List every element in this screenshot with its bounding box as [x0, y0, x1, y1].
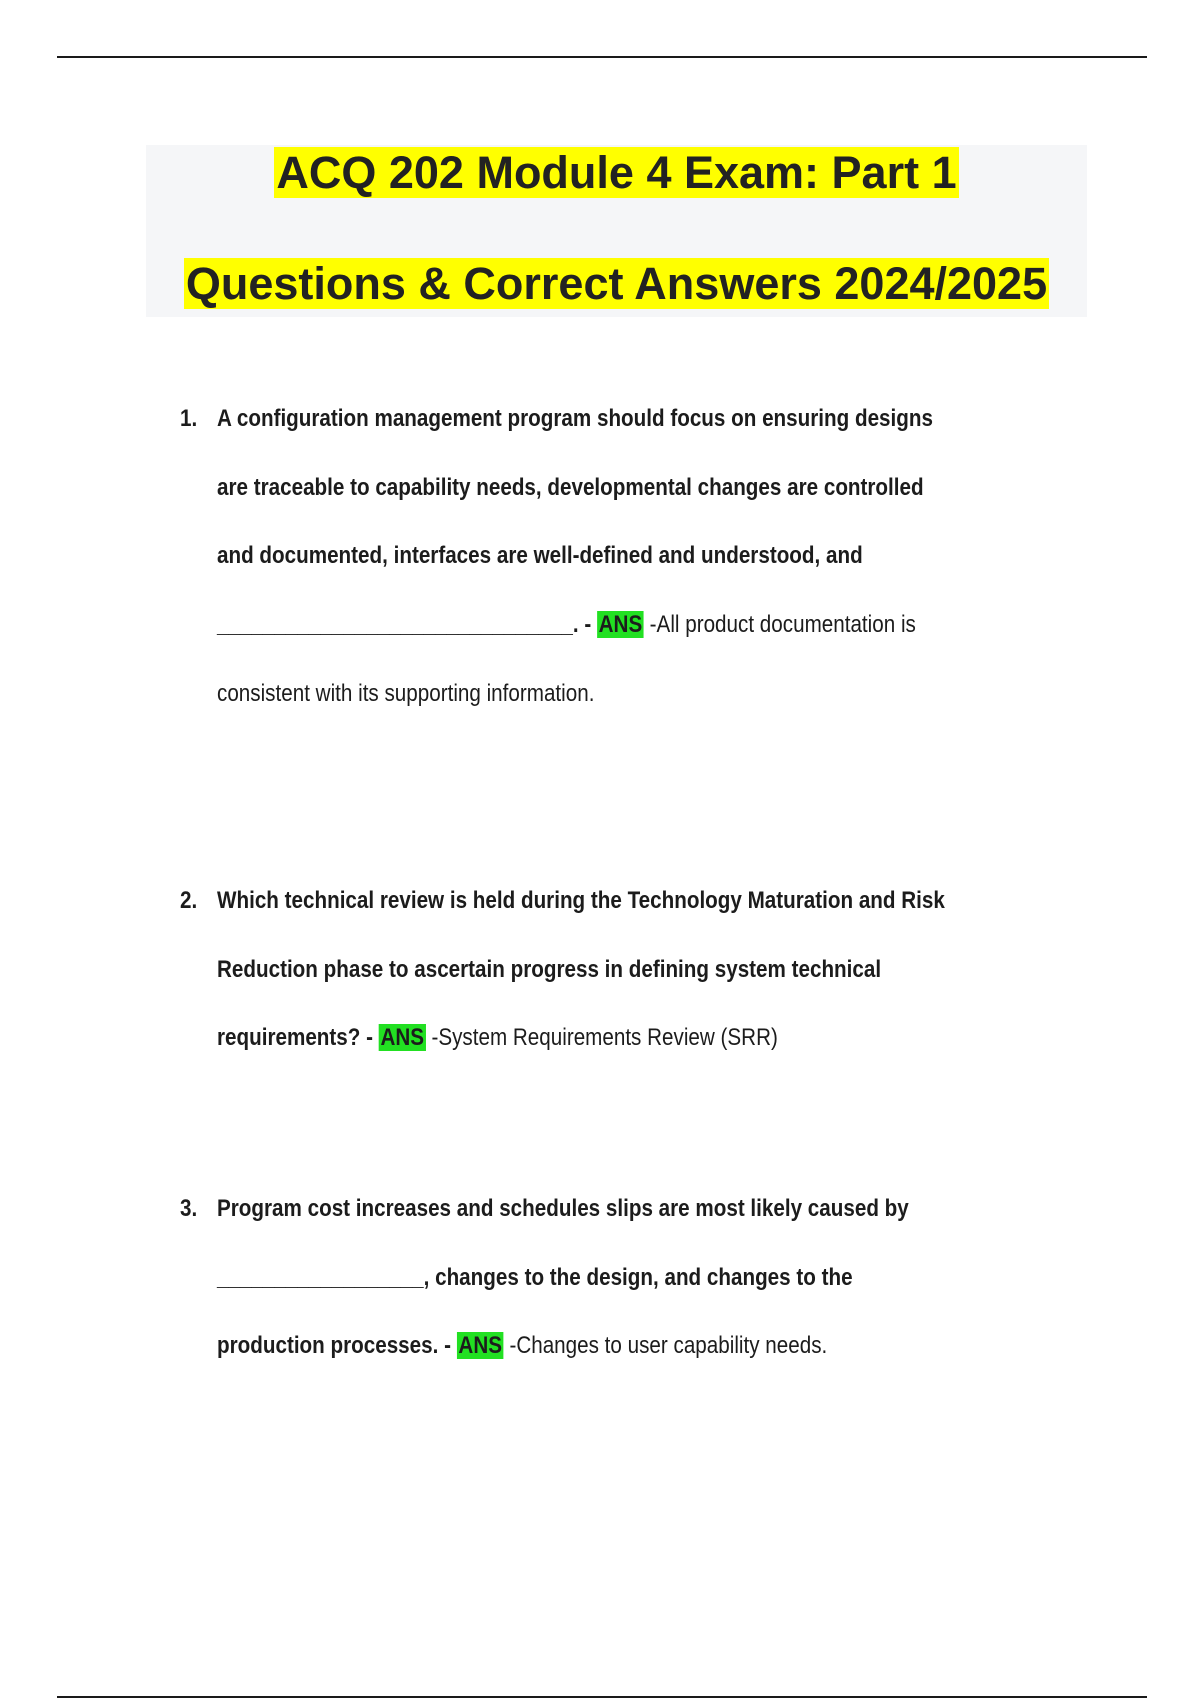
answer-blank: _______________________________: [217, 611, 573, 638]
question-text-line: are traceable to capability needs, developmental changes are controlled: [217, 474, 924, 501]
footer-rule: [57, 1696, 1147, 1698]
answer-line: production processes. - ANS -Changes to user capability needs.: [217, 1332, 828, 1359]
ans-badge: ANS: [380, 1024, 425, 1051]
answer-line: requirements? - ANS -System Requirements Review (SRR): [217, 1024, 778, 1051]
answer-text-continued: consistent with its supporting information.: [217, 680, 595, 707]
answer-line: _______________________________. - ANS -All product documentation is: [217, 611, 916, 638]
question-text-line: A configuration management program should focus on ensuring designs: [217, 405, 933, 432]
header-rule: [57, 56, 1147, 58]
answer-text: -Changes to user capability needs.: [503, 1332, 828, 1359]
answer-blank: __________________: [217, 1264, 424, 1291]
question-text-line: Reduction phase to ascertain progress in defining system technical: [217, 956, 882, 983]
question-number: 2.: [180, 887, 198, 914]
answer-text: -System Requirements Review (SRR): [425, 1024, 778, 1051]
question-text-line: __________________, changes to the design, and changes to the: [217, 1264, 853, 1291]
answer-text: -All product documentation is: [643, 611, 916, 638]
question-number: 1.: [180, 405, 198, 432]
title-line-1: ACQ 202 Module 4 Exam: Part 1: [276, 147, 957, 198]
ans-badge: ANS: [598, 611, 643, 638]
ans-badge: ANS: [458, 1332, 502, 1359]
question-text-line: Which technical review is held during the Technology Maturation and Risk: [217, 887, 945, 914]
title-line-2: Questions & Correct Answers 2024/2025: [185, 258, 1048, 309]
question-text-line: and documented, interfaces are well-defined and understood, and: [217, 542, 863, 569]
title-box: [146, 145, 1087, 317]
question-number: 3.: [180, 1195, 198, 1222]
question-text-line: Program cost increases and schedules slips are most likely caused by: [217, 1195, 909, 1222]
